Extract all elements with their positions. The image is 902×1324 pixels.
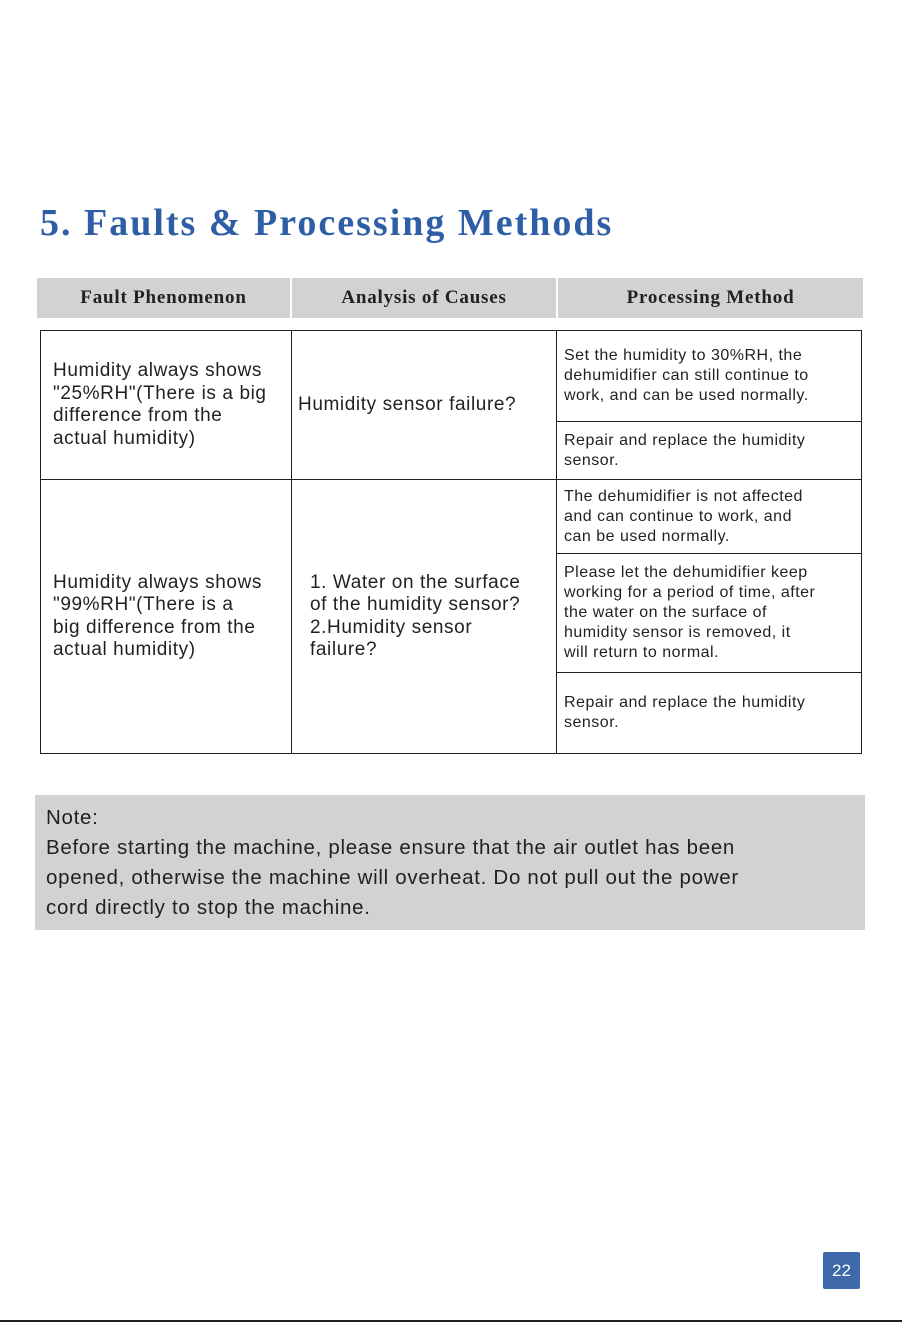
table-row-1-cause (292, 331, 556, 479)
table-row-2-cause (292, 480, 556, 753)
note-line: Before starting the machine, please ensure that the air outlet has been (46, 836, 736, 859)
header-fault-phenomenon: Fault Phenomenon (37, 278, 290, 318)
table-row-1-method-2 (557, 422, 862, 479)
table-header (37, 278, 863, 318)
section-title: 5. Faults & Processing Methods (40, 202, 614, 244)
method-text: The dehumidifier is not affected and can continue to work, and can be used normally. (564, 487, 803, 545)
table-row-2-method-1 (557, 480, 862, 553)
cause-text: Humidity sensor failure? (298, 393, 517, 415)
method-text: Repair and replace the humidity sensor. (564, 431, 806, 469)
table-row-1-phenomenon (41, 331, 291, 479)
bottom-rule (0, 1320, 902, 1322)
method-text: Repair and replace the humidity sensor. (564, 694, 806, 731)
method-text: Set the humidity to 30%RH, the dehumidifier can still continue to work, and can be used normally. (564, 347, 809, 404)
table-row-1-method-1 (557, 331, 862, 421)
table-row-2-phenomenon (41, 480, 291, 753)
faults-table (40, 330, 862, 754)
table-row-2-method-3 (557, 673, 862, 753)
cause-text: 1. Water on the surface of the humidity sensor? 2.Humidity sensor failure? (310, 571, 521, 660)
method-text: Please let the dehumidifier keep working for a period of time, after the water on the surface of humidity sensor is removed, it will return to normal. (564, 564, 816, 661)
note-line: opened, otherwise the machine will overheat. Do not pull out the power (46, 866, 739, 889)
phenomenon-text: Humidity always shows "25%RH"(There is a big difference from the actual humidity) (53, 360, 267, 449)
phenomenon-text: Humidity always shows "99%RH"(There is a big difference from the actual humidity) (53, 571, 262, 660)
note-line: cord directly to stop the machine. (46, 896, 371, 919)
note-label: Note: (46, 806, 99, 829)
header-processing-method: Processing Method (558, 278, 863, 318)
note-box (35, 795, 865, 930)
header-analysis-of-causes: Analysis of Causes (292, 278, 556, 318)
table-row-2-method-2 (557, 554, 862, 672)
page-number-badge: 22 (823, 1252, 860, 1289)
